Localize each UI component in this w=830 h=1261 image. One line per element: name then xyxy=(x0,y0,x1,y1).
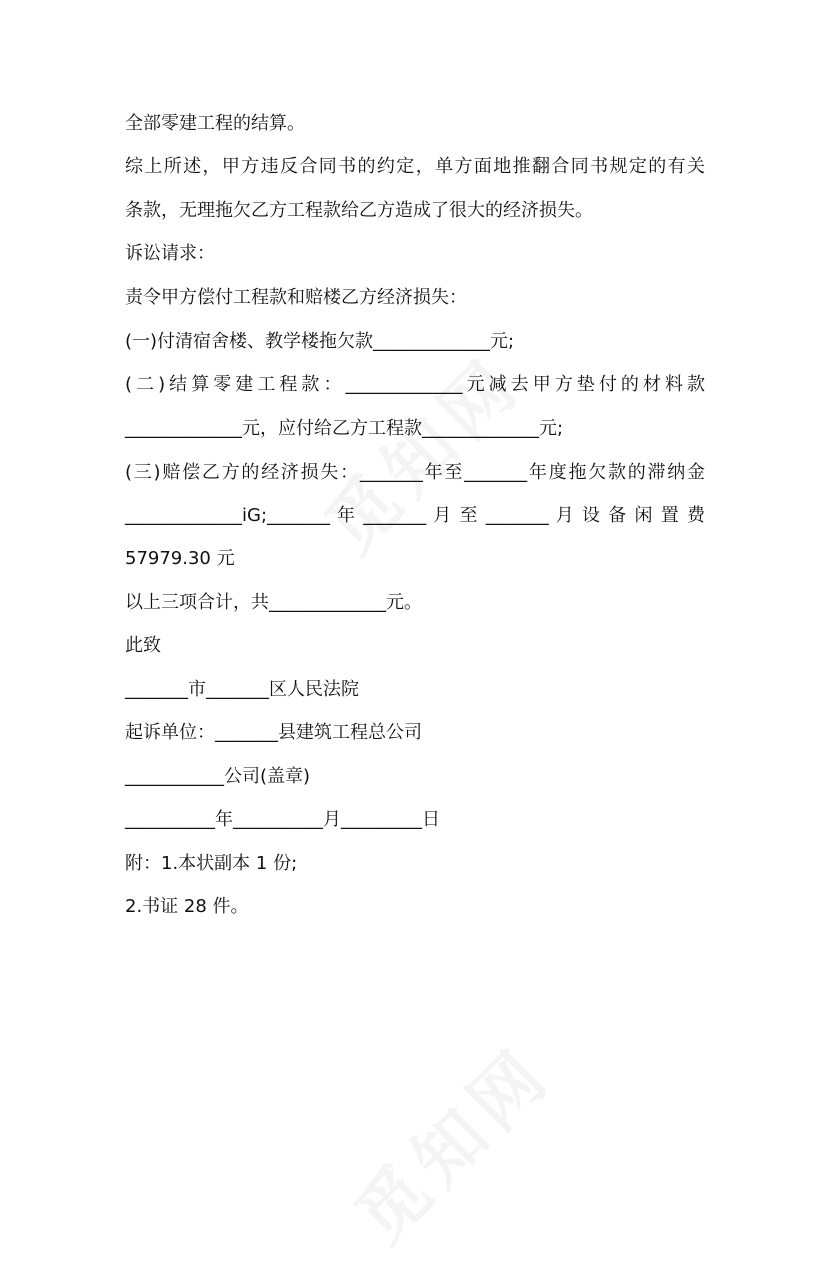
text-line-15: 起诉单位：_______县建筑工程总公司 xyxy=(125,722,422,743)
watermark-bottom xyxy=(329,1020,570,1261)
text-line-5: 责令甲方偿付工程款和赔楼乙方经济损失： xyxy=(125,287,467,308)
text-line-2: 综上所述，甲方违反合同书的约定，单方面地推翻合同书规定的有关 xyxy=(125,156,705,177)
text-line-18: 附：1.本状副本 1 份; xyxy=(125,853,298,874)
text-line-17: __________年__________月_________日 xyxy=(125,809,440,830)
text-line-14: _______市_______区人民法院 xyxy=(125,679,359,700)
text-line-7: (二)结算零建工程款：_____________元减去甲方垫付的材料款 xyxy=(125,374,705,395)
text-line-10: _____________iG;_______ 年 _______ 月 至 _______ 月 设 备 闲 置 费 xyxy=(125,505,705,526)
text-line-8: _____________元，应付给乙方工程款_____________元; xyxy=(125,418,564,439)
text-line-4: 诉讼请求： xyxy=(125,243,215,264)
text-line-12: 以上三项合计，共_____________元。 xyxy=(125,592,422,613)
text-line-3: 条款，无理拖欠乙方工程款给乙方造成了很大的经济损失。 xyxy=(125,200,593,221)
text-line-6: (一)付清宿舍楼、教学楼拖欠款_____________元; xyxy=(125,331,515,352)
text-line-13: 此致 xyxy=(125,635,161,656)
watermark-top xyxy=(299,330,540,571)
text-line-9: (三)赔偿乙方的经济损失：_______年至_______年度拖欠款的滞纳金 xyxy=(125,462,705,483)
text-line-19: 2.书证 28 件。 xyxy=(125,896,249,917)
text-line-16: ___________公司(盖章) xyxy=(125,766,311,787)
text-line-1: 全部零建工程的结算。 xyxy=(125,113,305,134)
text-line-11: 57979.30 元 xyxy=(125,548,235,569)
